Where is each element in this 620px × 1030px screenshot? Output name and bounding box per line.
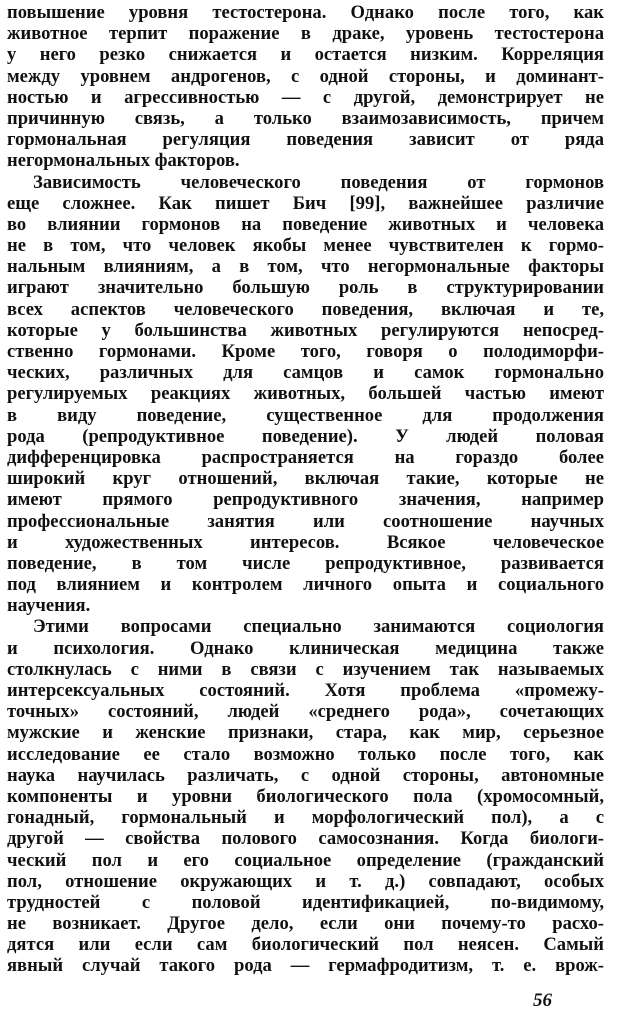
text-line: нальным влияниям, а в том, что негормональные факторы (7, 256, 604, 278)
text-line: Этими вопросами специально занимаются социология (33, 616, 604, 638)
text-line: между уровнем андрогенов, с одной стороны, и доминант- (7, 65, 604, 87)
text-line: не возникает. Другое дело, если они почему-то расхо- (7, 913, 604, 935)
text-line: интерсексуальных состояний. Хотя проблема «промежу- (7, 680, 604, 701)
text-line: дятся или если сам биологический пол неясен. Самый (7, 934, 604, 956)
text-line: повышение уровня тестостерона. Однако после того, как (7, 2, 604, 23)
text-line: профессиональные занятия или соотношение научных (7, 510, 604, 532)
text-line: трудностей с половой идентификацией, по-видимому, (7, 891, 604, 913)
text-line: пол, отношение окружающих и т. д.) совпадают, особых (7, 870, 604, 892)
text-line: Зависимость человеческого поведения от гормонов (33, 171, 604, 193)
text-line: у него резко снижается и остается низким. Корреляция (7, 44, 604, 66)
text-line: регулируемых реакциях животных, большей частью имеют (7, 383, 604, 405)
text-line: наука научилась различать, с одной стороны, автономные (7, 764, 604, 786)
text-line: во влиянии гормонов на поведение животных и человека (7, 213, 604, 235)
text-line: поведение, в том числе репродуктивное, развивается (7, 552, 604, 574)
text-line: не в том, что человек якобы менее чувствителен к гормо- (7, 235, 604, 257)
text-line: играют значительно большую роль в структурировании (7, 277, 604, 299)
body-text (7, 2, 604, 977)
text-line: дифференцировка распространяется на гораздо более (7, 446, 604, 468)
text-line: ческих, различных для самцов и самок гормонально (7, 362, 604, 384)
text-line: столкнулась с ними в связи с изучением так называемых (7, 658, 604, 680)
text-line: и психология. Однако клиническая медицина также (7, 637, 604, 659)
text-line: другой — свойства полового самосознания. Когда биологи- (7, 828, 604, 850)
text-line: точных» состояний, людей «среднего рода», сочетающих (7, 701, 604, 723)
text-line: рода (репродуктивное поведение). У людей половая (7, 425, 604, 447)
paragraph-1 (7, 2, 604, 172)
text-line: еще сложнее. Как пишет Бич [99], важнейшее различие (7, 192, 604, 214)
page-number: 56 (533, 990, 552, 1011)
text-line: и художественных интересов. Всякое человеческое (7, 531, 604, 553)
text-line: гонадный, гормональный и морфологический пол), а с (7, 807, 604, 829)
text-line: явный случай такого рода — гермафродитизм, т. е. врож- (7, 955, 604, 977)
paragraph-3 (7, 616, 604, 976)
text-line: широкий круг отношений, включая такие, которые не (7, 468, 604, 490)
text-line: научения. (7, 595, 91, 617)
text-line: негормональных факторов. (7, 150, 240, 172)
text-line: ственно гормонами. Кроме того, говоря о полодиморфи- (7, 341, 604, 362)
text-line: ностью и агрессивностью — с другой, демонстрирует не (7, 86, 604, 108)
text-line: имеют прямого репродуктивного значения, например (7, 489, 604, 511)
text-line: которые у большинства животных регулируются непосред- (7, 319, 604, 341)
text-line: под влиянием и контролем личного опыта и социального (7, 574, 604, 596)
book-page (7, 0, 604, 1030)
text-line: гормональная регуляция поведения зависит от ряда (7, 129, 604, 151)
text-line: ческий пол и его социальное определение (гражданский (7, 849, 604, 871)
text-line: в виду поведение, существенное для продолжения (7, 404, 604, 426)
paragraph-2 (7, 172, 604, 617)
text-line: причинную связь, а только взаимозависимость, причем (7, 107, 604, 129)
text-line: мужские и женские признаки, стара, как мир, серьезное (7, 722, 604, 744)
text-line: компоненты и уровни биологического пола (хромосомный, (7, 785, 604, 807)
text-line: всех аспектов человеческого поведения, включая и те, (7, 298, 604, 320)
text-line: исследование ее стало возможно только после того, как (7, 743, 604, 765)
text-line: животное терпит поражение в драке, уровень тестостерона (7, 23, 604, 45)
